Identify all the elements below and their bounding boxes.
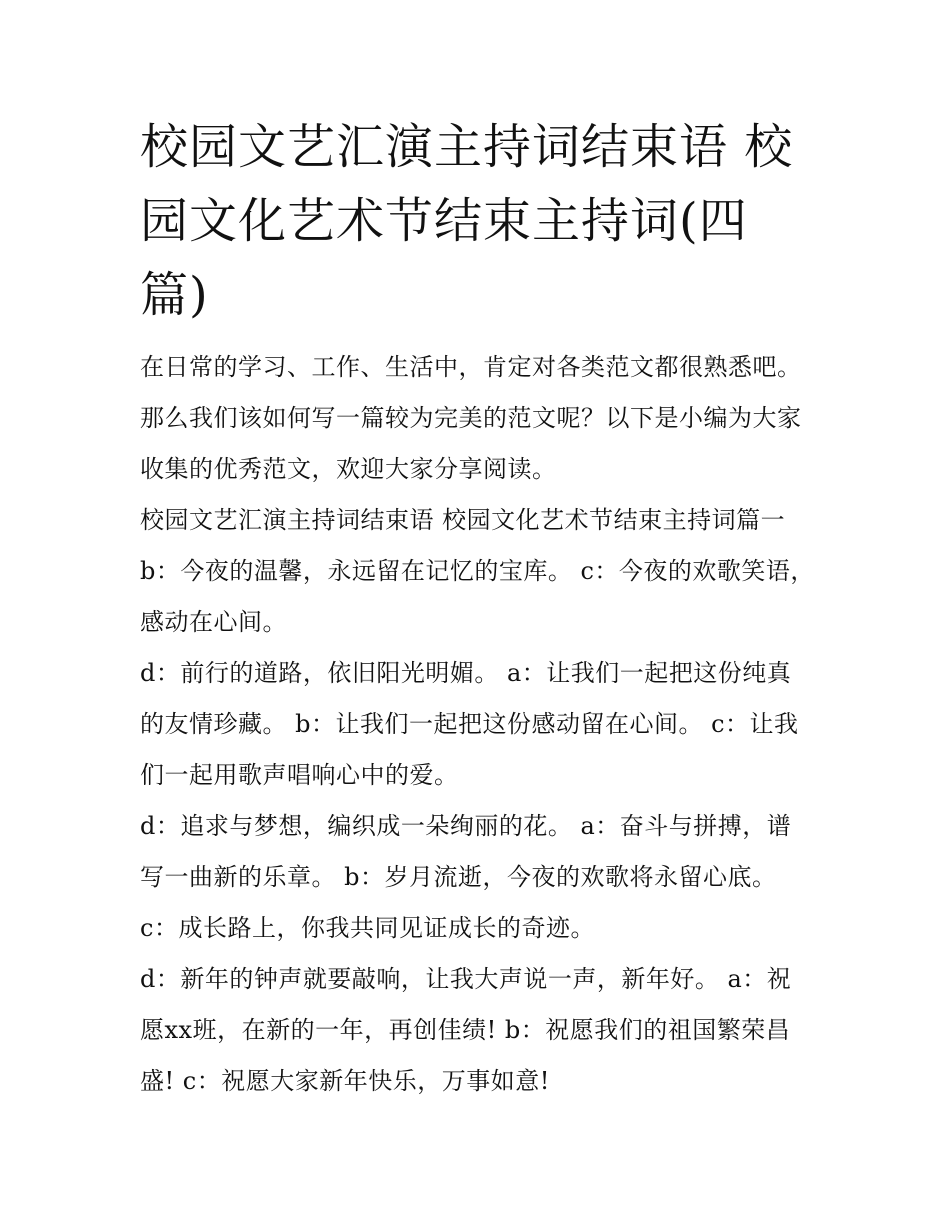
- document-page: [140, 110, 815, 1107]
- body-paragraph: d：新年的钟声就要敲响，让我大声说一声，新年好。 a：祝愿xx班，在新的一年，再创佳绩! b：祝愿我们的祖国繁荣昌盛! c：祝愿大家新年快乐，万事如意!: [140, 965, 792, 1095]
- body-paragraph: b：今夜的温馨，永远留在记忆的宝库。 c：今夜的欢歌笑语，感动在心间。: [140, 557, 815, 636]
- intro-paragraph: 在日常的学习、工作、生活中，肯定对各类范文都很熟悉吧。那么我们该如何写一篇较为完美的范文呢？以下是小编为大家收集的优秀范文，欢迎大家分享阅读。: [140, 353, 802, 483]
- body-paragraph: d：追求与梦想，编织成一朵绚丽的花。 a：奋斗与拼搏，谱写一曲新的乐章。 b：岁月流逝，今夜的欢歌将永留心底。 c：成长路上，你我共同见证成长的奇迹。: [140, 812, 792, 942]
- body-paragraph: d：前行的道路，依旧阳光明媚。 a：让我们一起把这份纯真的友情珍藏。 b：让我们一起把这份感动留在心间。 c：让我们一起用歌声唱响心中的爱。: [140, 659, 799, 789]
- document-title: 校园文艺汇演主持词结束语 校园文化艺术节结束主持词(四篇): [140, 119, 794, 323]
- section-heading: 校园文艺汇演主持词结束语 校园文化艺术节结束主持词篇一: [140, 506, 786, 534]
